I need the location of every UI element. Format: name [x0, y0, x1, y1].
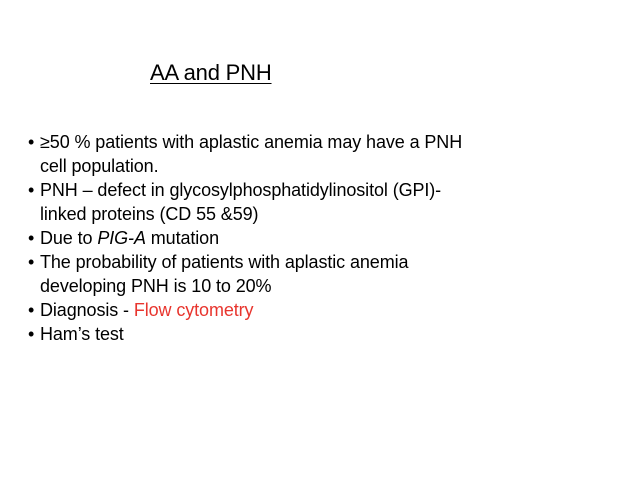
bullet-text-line: PNH – defect in glycosylphosphatidylinositol (GPI)-: [40, 180, 442, 200]
slide-title: AA and PNH: [150, 60, 272, 85]
bullet-item-hams-test: [28, 322, 608, 346]
bullet-text-line: [40, 298, 608, 322]
bullet-item-pnh-defect: [28, 178, 608, 226]
bullet-dot: •: [28, 324, 35, 344]
bullet-text-line: cell population.: [40, 156, 159, 176]
bullet-text-line: [40, 226, 608, 250]
bullet-item-probability: [28, 250, 608, 298]
bullet-item-pnh-population: [28, 130, 608, 178]
bullet-dot: •: [28, 228, 35, 248]
bullet-item-diagnosis: [28, 298, 608, 322]
diagnosis-method: Flow cytometry: [133, 300, 254, 320]
bullet-text-line: developing PNH is 10 to 20%: [40, 276, 272, 296]
bullet-text-prefix: Diagnosis -: [40, 300, 134, 320]
bullet-item-pig-a: [28, 226, 608, 250]
bullet-dot: •: [28, 180, 35, 200]
bullet-dot: •: [28, 252, 35, 272]
bullet-dot: •: [28, 132, 35, 152]
bullet-dot: •: [28, 300, 35, 320]
bullet-text-prefix: Due to: [40, 228, 98, 248]
bullet-text-line: The probability of patients with aplastic anemia: [40, 252, 409, 272]
bullet-text-line: linked proteins (CD 55 &59): [40, 204, 259, 224]
bullet-text-suffix: mutation: [145, 228, 219, 248]
bullet-text-line: Ham’s test: [40, 324, 124, 344]
bullet-list: [28, 130, 608, 346]
gene-name: PIG-A: [97, 228, 146, 248]
bullet-text-line: ≥50 % patients with aplastic anemia may have a PNH: [40, 132, 463, 152]
